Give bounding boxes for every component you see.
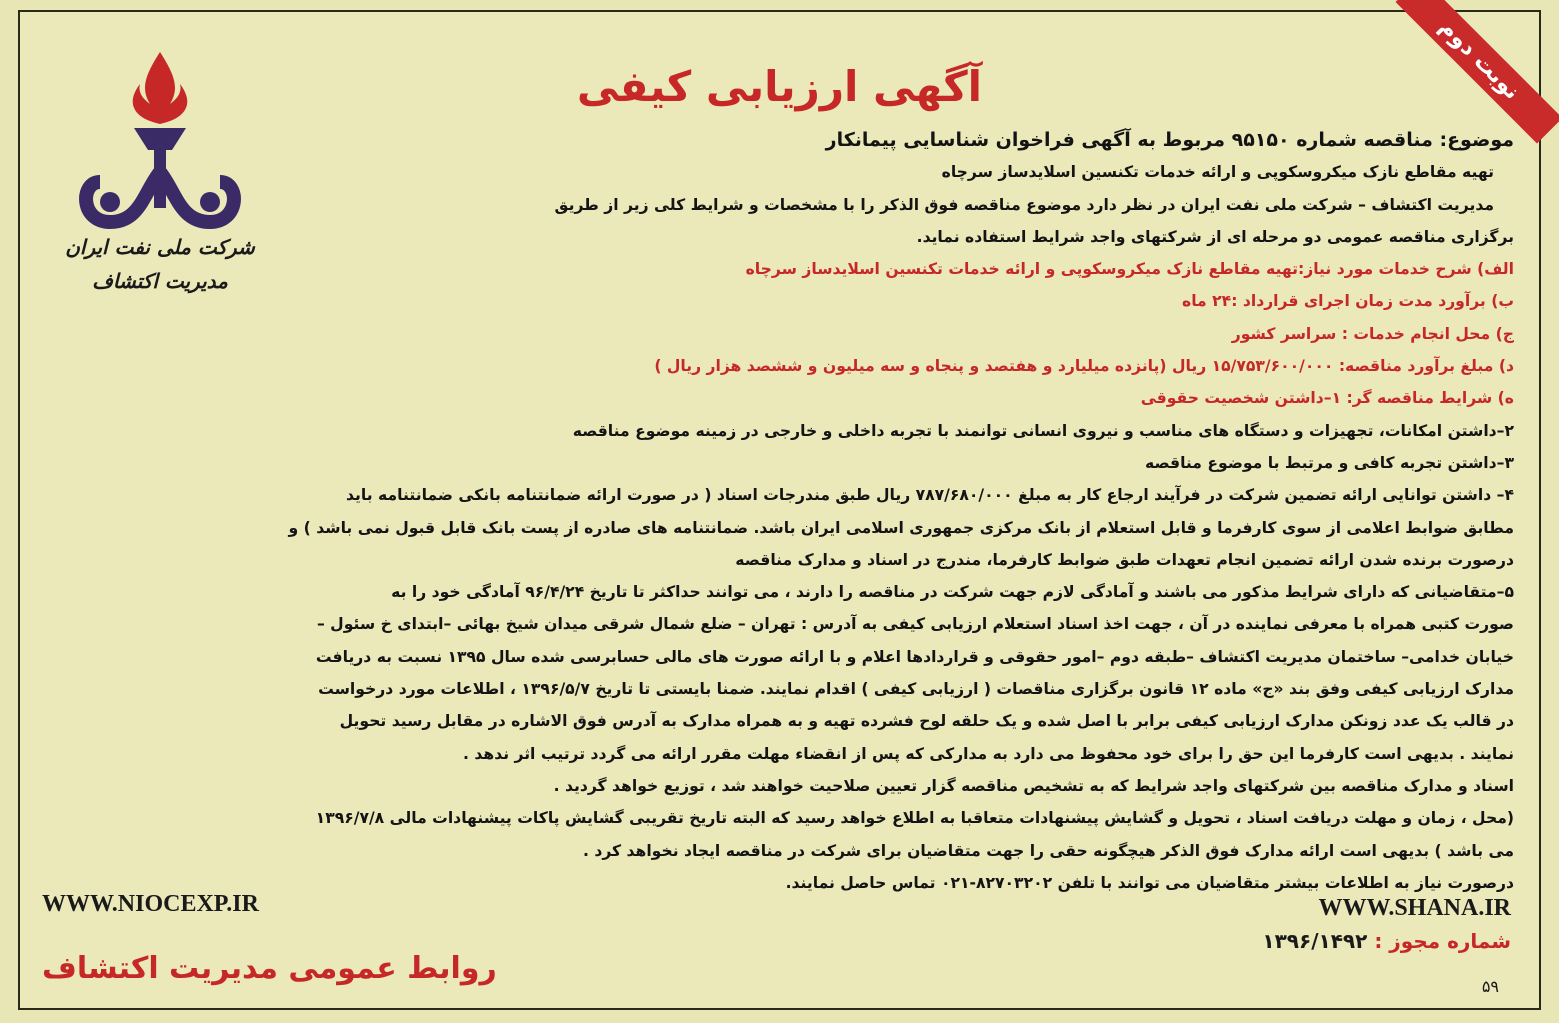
body-line: درصورت برنده شدن ارائه تضمین انجام تعهدات طبق ضوابط کارفرما، مندرج در اسناد و مدارک مناقصه <box>735 550 1514 569</box>
section-d: د) مبلغ برآورد مناقصه: ۱۵/۷۵۳/۶۰۰/۰۰۰ ریال (پانزده میلیارد و هفتصد و پنجاه و سه میلیون و ششصد هزار ریال ) <box>654 357 1514 376</box>
body-line: مدیریت اکتشاف – شرکت ملی نفت ایران در نظر دارد موضوع مناقصه فوق الذکر را با مشخصات و شرایط کلی زیر از طریق <box>554 195 1494 214</box>
page-title: آگهی ارزیابی کیفی <box>576 62 983 111</box>
section-b: ب) برآورد مدت زمان اجرای قرارداد :۲۴ ماه <box>1181 292 1514 311</box>
website-left: WWW.NIOCEXP.IR <box>42 891 259 917</box>
body-line: می باشد ) بدیهی است ارائه مدارک فوق الذکر هیچگونه حقی را جهت متقاضیان برای شرکت در مناقصه ایجاد نخواهد کرد . <box>582 841 1514 860</box>
public-relations-signature: روابط عمومی مدیریت اکتشاف <box>42 951 497 986</box>
svg-text:مدیریت اکتشاف: مدیریت اکتشاف <box>92 269 228 293</box>
svg-text:شرکت ملی نفت ایران: شرکت ملی نفت ایران <box>65 235 255 259</box>
permit-number <box>1262 929 1511 953</box>
condition-4: ۴– داشتن توانایی ارائه تضمین شرکت در فرآیند ارجاع کار به مبلغ ۷۸۷/۶۸۰/۰۰۰ ریال طبق مندرجات اسناد ( در صورت ارائه ضمانتنامه بانکی ضمانتنامه باید <box>346 486 1514 505</box>
body-line: نمایند . بدیهی است کارفرما این حق را برای خود محفوظ می دارد به مدارکی که پس از انقضاء مهلت مقرر ارائه می گردد ترتیب اثر ندهد . <box>463 744 1514 763</box>
body-line: تهیه مقاطع نازک میکروسکوپی و ارائه خدمات تکنسین اسلایدساز سرچاه <box>941 163 1494 182</box>
body-line: مدارک ارزیابی کیفی وفق بند «ج» ماده ۱۲ قانون برگزاری مناقصات ( ارزیابی کیفی ) اقدام نمایند. ضمنا بایستی تا تاریخ ۱۳۹۶/۵/۷ ، اطلاعات مورد درخواست <box>318 680 1514 699</box>
website-right: WWW.SHANA.IR <box>1318 895 1511 921</box>
advertisement-frame <box>18 10 1541 1010</box>
subject-line: موضوع: مناقصه شماره ۹۵۱۵۰ مربوط به آگهی فراخوان شناسایی پیمانکار <box>825 129 1514 151</box>
condition-2: ۲–داشتن امکانات، تجهیزات و دستگاه های مناسب و نیروی انسانی توانمند با تجربه داخلی و خارجی در زمینه موضوع مناقصه <box>572 421 1514 440</box>
permit-label: شماره مجوز : <box>1374 929 1511 953</box>
permit-value: ۱۳۹۶/۱۴۹۲ <box>1262 929 1368 953</box>
section-c: ج) محل انجام خدمات : سراسر کشور <box>1231 324 1514 343</box>
contact-line: درصورت نیاز به اطلاعات بیشتر متقاضیان می توانند با تلفن ۸۲۷۰۳۲۰۲-۰۲۱ تماس حاصل نمایند. <box>785 873 1514 892</box>
body-line: مطابق ضوابط اعلامی از سوی کارفرما و قابل استعلام از بانک مرکزی جمهوری اسلامی ایران باشد. ضمانتنامه های صادره از پست بانک قابل قبول نمی باشد ) و <box>288 518 1514 537</box>
section-a: الف) شرح خدمات مورد نیاز:تهیه مقاطع نازک میکروسکوپی و ارائه خدمات تکنسین اسلایدساز سرچاه <box>745 260 1514 279</box>
corner-badge: نوبت دوم <box>1396 0 1559 143</box>
body-line: در قالب یک عدد زونکن مدارک ارزیابی کیفی برابر با اصل شده و یک حلقه لوح فشرده تهیه و به همراه مدارک به آدرس فوق الاشاره در مقابل رسید تحویل <box>339 712 1514 731</box>
body-line: صورت کتبی همراه با معرفی نماینده در آن ، جهت اخذ اسناد استعلام ارزیابی کیفی به آدرس : تهران – ضلع شمال شرقی میدان شیخ بهائی –ابتدای خ سئول – <box>316 615 1514 634</box>
body-line: (محل ، زمان و مهلت دریافت اسناد ، تحویل و گشایش پیشنهادات متعاقبا به اطلاع خواهد رسید که البته تاریخ تقریبی گشایش پاکات پیشنهادات مالی ۱۳۹۶/۷/۸ <box>315 809 1514 828</box>
announcement-body <box>50 124 1514 899</box>
section-e: ه) شرایط مناقصه گر: ۱–داشتن شخصیت حقوقی <box>1140 389 1514 408</box>
condition-5: ۵–متقاضیانی که دارای شرایط مذکور می باشند و آمادگی لازم جهت شرکت در مناقصه را دارند ، می توانند حداکثر تا تاریخ ۹۶/۴/۲۴ آمادگی خود را به <box>391 583 1514 602</box>
body-line: خیابان خدامی– ساختمان مدیریت اکتشاف –طبقه دوم –امور حقوقی و قراردادها اعلام و با ارائه صورت های مالی حسابرسی شده سال ۱۳۹۵ نسبت به دریافت <box>315 647 1514 666</box>
page-number: ۵۹ <box>1481 977 1499 996</box>
condition-3: ۳–داشتن تجربه کافی و مرتبط با موضوع مناقصه <box>1145 453 1514 472</box>
body-line: برگزاری مناقصه عمومی دو مرحله ای از شرکتهای واجد شرایط استفاده نماید. <box>916 227 1514 246</box>
body-line: اسناد و مدارک مناقصه بین شرکتهای واجد شرایط که به تشخیص مناقصه گزار تعیین صلاحیت خواهند شد ، توزیع خواهد گردید . <box>553 776 1514 795</box>
